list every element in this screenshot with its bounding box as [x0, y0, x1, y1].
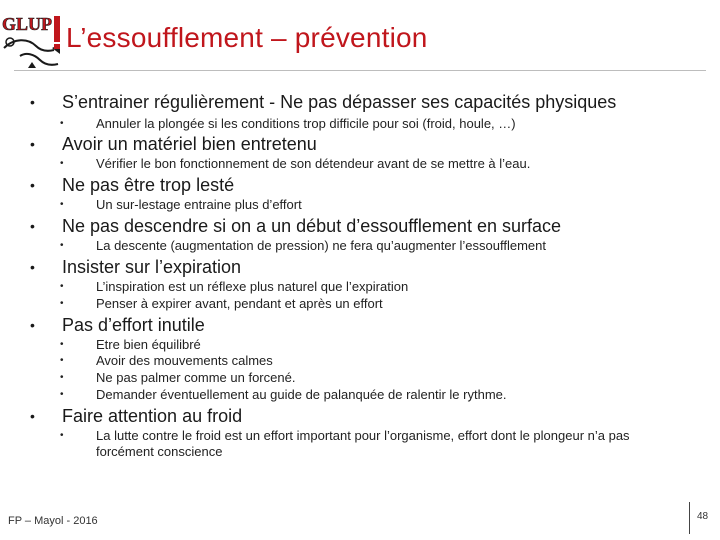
sub-bullet-text: La lutte contre le froid est un effort important pour l’organisme, effort dont le plongeur n’a pas forcément conscience: [96, 428, 630, 459]
bullet-text: Ne pas être trop lesté: [62, 175, 235, 195]
sub-bullet-text: Penser à expirer avant, pendant et après un effort: [96, 296, 383, 311]
bullet-dot: •: [30, 136, 35, 152]
page-number-divider: [689, 502, 690, 534]
sub-bullet-text: Un sur-lestage entraine plus d’effort: [96, 197, 302, 212]
bullet-item: [30, 405, 243, 427]
sub-bullet-dot: •: [60, 430, 64, 441]
sub-bullet-item: [60, 116, 516, 132]
footer-text: FP – Mayol - 2016: [8, 515, 98, 527]
sub-bullet-dot: •: [60, 372, 64, 383]
sub-bullet-item: [60, 197, 302, 213]
sub-bullet-text: Vérifier le bon fonctionnement de son détendeur avant de se mettre à l’eau.: [96, 156, 531, 171]
bullet-text: Insister sur l’expiration: [62, 257, 242, 277]
bullet-dot: •: [30, 94, 35, 110]
sub-bullet-item: [60, 296, 383, 312]
sub-bullet-item: [60, 337, 201, 353]
sub-bullet-item: [60, 353, 273, 369]
bullet-text: S’entrainer régulièrement - Ne pas dépasser ses capacités physiques: [62, 92, 617, 112]
bullet-item: [30, 256, 242, 278]
sub-bullet-dot: •: [60, 339, 64, 350]
sub-bullet-item: [60, 387, 507, 403]
bullet-item: [30, 133, 317, 155]
sub-bullet-item: [60, 428, 686, 460]
sub-bullet-text: La descente (augmentation de pression) ne fera qu’augmenter l’essoufflement: [96, 238, 546, 253]
bullet-item: [30, 314, 205, 336]
bullet-dot: •: [30, 259, 35, 275]
sub-bullet-dot: •: [60, 355, 64, 366]
sub-bullet-item: [60, 156, 531, 172]
sub-bullet-dot: •: [60, 158, 64, 169]
sub-bullet-dot: •: [60, 298, 64, 309]
sub-bullet-text: L’inspiration est un réflexe plus naturel que l’expiration: [96, 279, 409, 294]
sub-bullet-text: Etre bien équilibré: [96, 337, 201, 352]
bullet-dot: •: [30, 408, 35, 424]
sub-bullet-text: Annuler la plongée si les conditions trop difficile pour soi (froid, houle, …): [96, 116, 516, 131]
sub-bullet-text: Ne pas palmer comme un forcené.: [96, 370, 296, 385]
sub-bullet-item: [60, 370, 296, 386]
bullet-dot: •: [30, 177, 35, 193]
bullet-text: Avoir un matériel bien entretenu: [62, 134, 317, 154]
bullet-dot: •: [30, 317, 35, 333]
bullet-item: [30, 174, 235, 196]
logo-text: GLUP: [2, 14, 53, 34]
sub-bullet-dot: •: [60, 240, 64, 251]
sub-bullet-dot: •: [60, 281, 64, 292]
slide-title: L’essoufflement – prévention: [66, 22, 428, 53]
sub-bullet-item: [60, 238, 546, 254]
sub-bullet-dot: •: [60, 389, 64, 400]
bullet-item: [30, 91, 617, 113]
bullet-text: Pas d’effort inutile: [62, 315, 205, 335]
sub-bullet-text: Avoir des mouvements calmes: [96, 353, 273, 368]
sub-bullet-item: [60, 279, 409, 295]
sub-bullet-text: Demander éventuellement au guide de palanquée de ralentir le rythme.: [96, 387, 507, 402]
bullet-text: Ne pas descendre si on a un début d’essoufflement en surface: [62, 216, 561, 236]
bullet-item: [30, 215, 561, 237]
bullet-dot: •: [30, 218, 35, 234]
page-number: 48: [697, 511, 709, 522]
sub-bullet-dot: •: [60, 199, 64, 210]
sub-bullet-dot: •: [60, 118, 64, 129]
bullet-text: Faire attention au froid: [62, 406, 243, 426]
